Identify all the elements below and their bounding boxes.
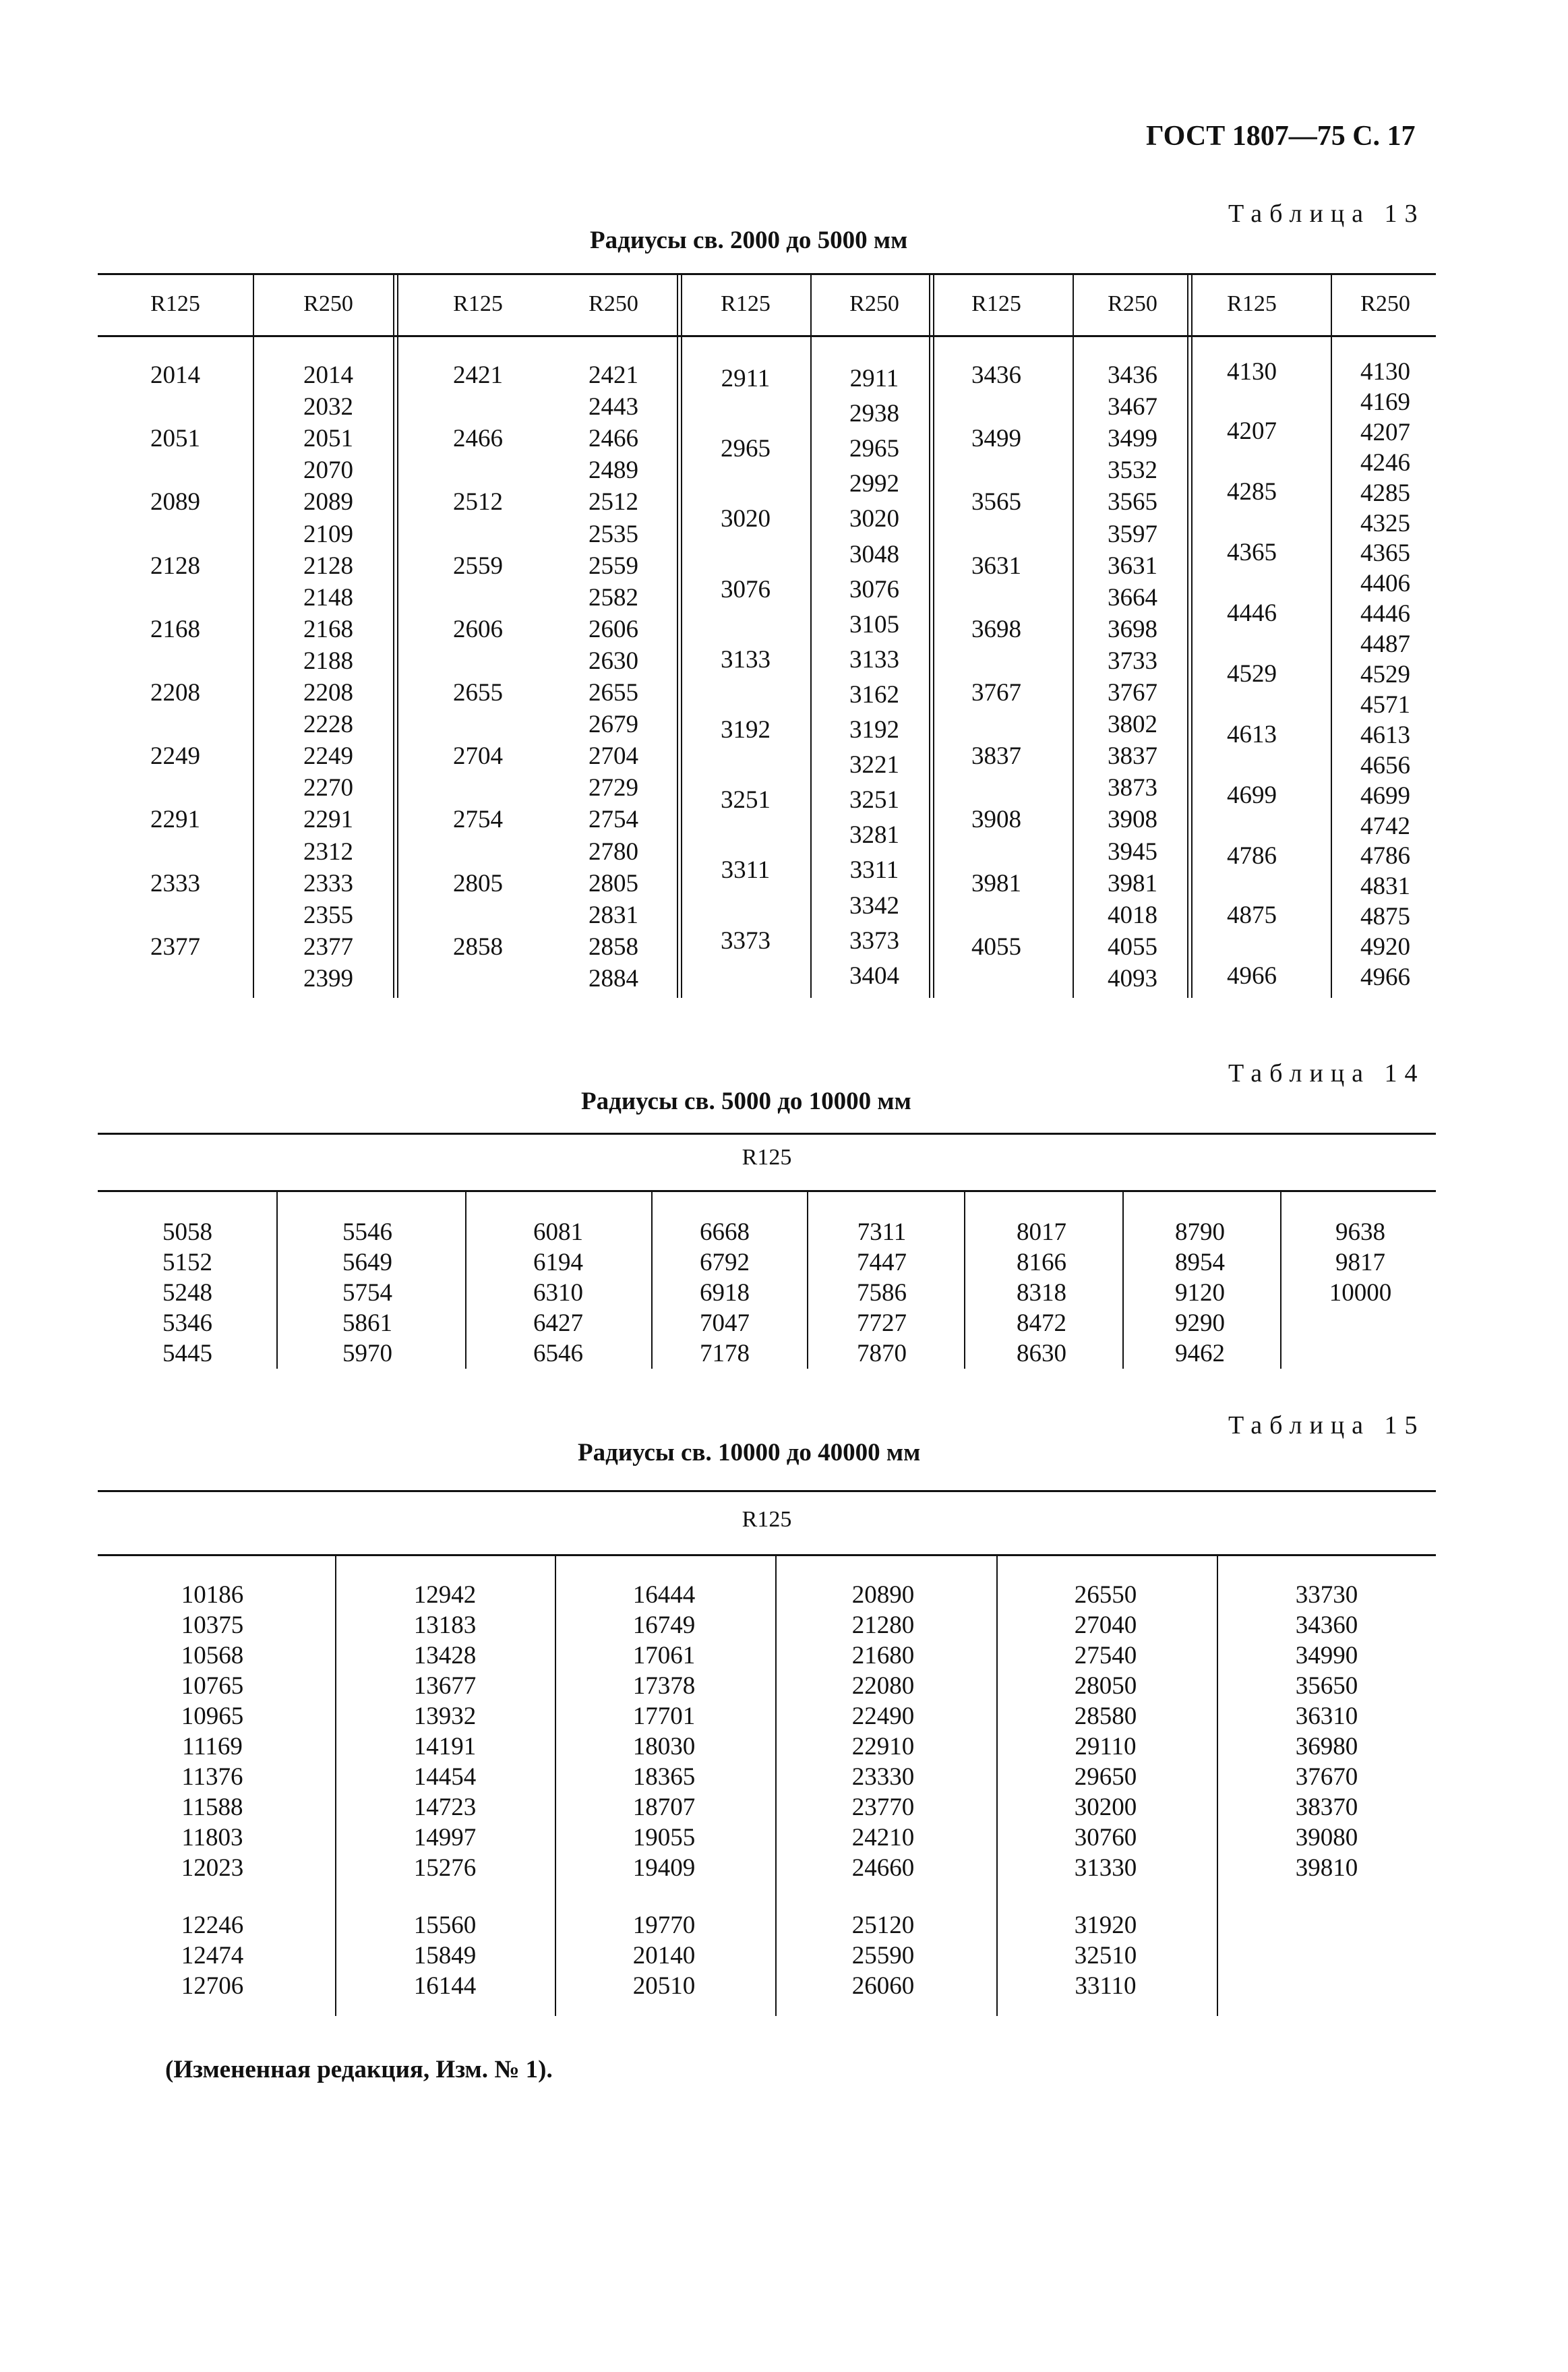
table-13-cell: 2606 <box>589 615 638 643</box>
table-15-cell: 26060 <box>851 1972 915 2000</box>
table-14-title: Радиусы св. 5000 до 10000 мм <box>581 1088 911 1115</box>
table-13-cell: 2109 <box>303 520 353 548</box>
table-14-cell: 5861 <box>342 1309 392 1337</box>
page-header: ГОСТ 1807—75 С. 17 <box>1146 121 1416 152</box>
table-13-cell: 3251 <box>849 786 899 814</box>
table-14-cell: 6918 <box>700 1279 750 1307</box>
table-15-cell: 22080 <box>851 1672 915 1700</box>
table-14-cell: 9462 <box>1175 1340 1225 1367</box>
table-13-cell: 3133 <box>721 645 771 674</box>
table-14-cell: 5152 <box>162 1249 212 1276</box>
table-13-cell: 2249 <box>303 742 353 771</box>
table-13-cell: 2377 <box>303 932 353 961</box>
table-13-cell: 2333 <box>303 869 353 897</box>
table-13-cell: 4055 <box>971 932 1021 961</box>
table-15-cell: 22490 <box>851 1702 915 1730</box>
table-13-cell: 4285 <box>1227 478 1277 506</box>
table-13-header-cell: R125 <box>971 291 1021 316</box>
table-13-cell: 2291 <box>303 806 353 834</box>
table-15-cell: 39080 <box>1295 1824 1358 1851</box>
table-14-cell: 5346 <box>162 1309 212 1337</box>
table-13-cell: 2128 <box>150 552 200 580</box>
table-13-cell: 4093 <box>1108 964 1157 992</box>
table-13-cell: 2249 <box>150 742 200 771</box>
table-13-cell: 4130 <box>1360 358 1410 386</box>
table-13-cell: 3698 <box>1108 615 1157 643</box>
table-15-cell: 10765 <box>181 1672 244 1700</box>
table-15-cell: 13932 <box>413 1702 477 1730</box>
table-15-cell: 19409 <box>632 1854 696 1882</box>
table-15-cell: 13183 <box>413 1611 477 1639</box>
table-13-cell: 4786 <box>1227 842 1277 870</box>
table-13-cell: 2014 <box>150 361 200 389</box>
table-13-cell: 4529 <box>1360 661 1410 688</box>
table-14-cell: 8318 <box>1017 1279 1066 1307</box>
table-13-cell: 3436 <box>1108 361 1157 389</box>
table-13-cell: 4406 <box>1360 570 1410 598</box>
table-13-cell: 4207 <box>1360 418 1410 446</box>
table-13-cell: 3162 <box>849 680 899 709</box>
table-15-column <box>1246 1580 1408 1883</box>
table-15-cell: 26550 <box>1074 1581 1137 1609</box>
table-14-cell: 8630 <box>1017 1340 1066 1367</box>
table-15-cell: 25120 <box>851 1911 915 1939</box>
table-13-cell: 3565 <box>971 488 1021 516</box>
table-15-cell: 14454 <box>413 1763 477 1791</box>
table-13-cell: 2965 <box>849 435 899 463</box>
table-13-cell: 2938 <box>849 400 899 428</box>
table-15-cell: 23330 <box>851 1763 915 1791</box>
table-15-cell: 16444 <box>632 1581 696 1609</box>
table-13-cell: 3020 <box>721 505 771 533</box>
table-13-title: Радиусы св. 2000 до 5000 мм <box>590 227 908 254</box>
table-13-cell: 4487 <box>1360 630 1410 659</box>
table-14-column <box>961 1217 1122 1369</box>
table-13-cell: 2421 <box>453 361 503 389</box>
table-14-cell: 6546 <box>533 1340 583 1367</box>
table-13-cell: 3631 <box>1108 552 1157 580</box>
table-13-header-cell: R125 <box>453 291 503 316</box>
table-15-cell: 10186 <box>181 1581 244 1609</box>
table-15-cell: 20140 <box>632 1942 696 1969</box>
table-15-cell: 33730 <box>1295 1581 1358 1609</box>
table-15-cell: 36980 <box>1295 1733 1358 1760</box>
table-13-cell: 3076 <box>849 575 899 603</box>
table-13-cell: 2805 <box>589 869 638 897</box>
table-13-cell: 3698 <box>971 615 1021 643</box>
table-13-cell: 2911 <box>849 365 899 392</box>
table-15-cell: 15849 <box>413 1942 477 1969</box>
table-15-cell: 37670 <box>1295 1763 1358 1791</box>
revision-note: (Измененная редакция, Изм. № 1). <box>165 2056 553 2083</box>
table-13-cell: 3373 <box>721 926 771 955</box>
table-14-cell: 5546 <box>342 1218 392 1246</box>
table-14-column <box>1119 1217 1281 1369</box>
table-13-cell: 3436 <box>971 361 1021 389</box>
table-15-cell: 18365 <box>632 1763 696 1791</box>
table-15-cell: 17061 <box>632 1642 696 1669</box>
table-13-cell: 2208 <box>303 679 353 707</box>
table-13-cell: 3105 <box>849 610 899 639</box>
table-13-cell: 3981 <box>1108 869 1157 897</box>
table-13-cell: 4966 <box>1360 963 1410 991</box>
table-15-cell: 25590 <box>851 1942 915 1969</box>
table-14-cell: 7727 <box>857 1309 907 1337</box>
table-14-cell: 7047 <box>700 1309 750 1337</box>
table-13-cell: 3467 <box>1108 393 1157 421</box>
table-13-cell: 4018 <box>1108 901 1157 929</box>
table-13-cell: 3664 <box>1108 583 1157 612</box>
table-13-cell: 2168 <box>150 615 200 643</box>
table-13-cell: 3981 <box>971 869 1021 897</box>
table-13-cell: 3499 <box>971 425 1021 453</box>
table-13-cell: 4246 <box>1360 448 1410 477</box>
table-15-cell: 24660 <box>851 1854 915 1882</box>
table-13-cell: 4613 <box>1227 721 1277 748</box>
table-15-cell: 14191 <box>413 1733 477 1760</box>
table-13-cell: 2780 <box>589 837 638 866</box>
table-13-cell: 2754 <box>589 806 638 834</box>
table-15-cell: 23770 <box>851 1793 915 1821</box>
table-13-header-cell: R250 <box>303 291 353 316</box>
table-14-cell: 7870 <box>857 1340 907 1367</box>
table-15-cell: 11803 <box>181 1824 243 1851</box>
table-13-cell: 3565 <box>1108 488 1157 516</box>
table-15-cell: 11169 <box>182 1733 243 1760</box>
table-13-cell: 2128 <box>303 552 353 580</box>
table-13-cell: 2729 <box>589 774 638 802</box>
table-14-cell: 8954 <box>1175 1249 1225 1276</box>
table-13-cell: 2965 <box>721 435 771 463</box>
table-13-cell: 3532 <box>1108 456 1157 485</box>
table-13-cell: 3311 <box>849 856 899 885</box>
table-13-cell: 3221 <box>849 751 899 779</box>
table-13-cell: 3192 <box>721 716 771 744</box>
table-15-cell: 29110 <box>1075 1733 1137 1760</box>
table-15-cell: 14723 <box>413 1793 477 1821</box>
table-15-cell: 22910 <box>851 1733 915 1760</box>
table-13-cell: 2051 <box>303 425 353 453</box>
table-13-cell: 2831 <box>589 901 638 929</box>
table-15-column <box>583 1580 745 2001</box>
table-14-cell: 5754 <box>342 1279 392 1307</box>
table-13-cell: 4325 <box>1360 509 1410 537</box>
table-13-cell: 4875 <box>1360 903 1410 931</box>
table-15-cell: 11588 <box>181 1793 243 1821</box>
table-15-cell: 18707 <box>632 1793 696 1821</box>
table-15-cell: 13428 <box>413 1642 477 1669</box>
table-15-cell: 15560 <box>413 1911 477 1939</box>
table-15-cell: 32510 <box>1074 1942 1137 1969</box>
table-14-cell: 6310 <box>533 1279 583 1307</box>
table-13-cell: 2168 <box>303 615 353 643</box>
table-15-cell: 27540 <box>1074 1642 1137 1669</box>
table-15-column <box>1025 1580 1186 2001</box>
table-15-cell: 29650 <box>1074 1763 1137 1791</box>
table-13-cell: 2466 <box>453 425 503 453</box>
table-13-cell: 2291 <box>150 806 200 834</box>
table-13-cell: 4285 <box>1360 479 1410 507</box>
table-14-cell: 9290 <box>1175 1309 1225 1337</box>
table-14-cell: 10000 <box>1329 1279 1392 1307</box>
table-13-cell: 2051 <box>150 425 200 453</box>
table-15-cell: 20510 <box>632 1972 696 2000</box>
table-15-cell: 12474 <box>181 1942 244 1969</box>
table-15-cell: 19055 <box>632 1824 696 1851</box>
table-14-cell: 5058 <box>162 1218 212 1246</box>
table-13-header-cell: R250 <box>589 291 638 316</box>
table-13-cell: 3733 <box>1108 647 1157 675</box>
table-13-cell: 4130 <box>1227 358 1277 386</box>
table-15-label: Таблица 15 <box>1228 1411 1425 1440</box>
table-15-header: R125 <box>742 1507 792 1532</box>
table-13-cell: 2655 <box>589 679 638 707</box>
table-13-cell: 2421 <box>589 361 638 389</box>
table-15-cell: 31920 <box>1074 1911 1137 1939</box>
table-13-cell: 2992 <box>849 470 899 498</box>
table-13-cell: 2754 <box>453 806 503 834</box>
table-13-cell: 3908 <box>971 806 1021 834</box>
table-14-cell: 9817 <box>1335 1249 1385 1276</box>
table-13-cell: 2655 <box>453 679 503 707</box>
table-13-cell: 2399 <box>303 964 353 992</box>
table-14-cell: 8790 <box>1175 1218 1225 1246</box>
table-15-cell: 27040 <box>1074 1611 1137 1639</box>
table-13-cell: 4446 <box>1227 599 1277 627</box>
table-15-column <box>364 1580 526 2001</box>
table-13-header-cell: R125 <box>150 291 200 316</box>
table-14-cell: 5649 <box>342 1249 392 1276</box>
table-15-cell: 35650 <box>1295 1672 1358 1700</box>
table-15-cell: 34360 <box>1295 1611 1358 1639</box>
table-13-cell: 2333 <box>150 869 200 897</box>
table-14-column <box>107 1217 268 1369</box>
table-14-cell: 5248 <box>162 1279 212 1307</box>
table-15-cell: 21280 <box>851 1611 915 1639</box>
table-13-cell: 2704 <box>589 742 638 771</box>
table-13-cell: 4786 <box>1360 842 1410 870</box>
table-15-cell: 19770 <box>632 1911 696 1939</box>
table-13-cell: 4656 <box>1360 751 1410 779</box>
table-13-cell: 4207 <box>1227 417 1277 445</box>
table-14-cell: 6427 <box>533 1309 583 1337</box>
table-13-cell: 2070 <box>303 456 353 485</box>
table-15-cell: 11376 <box>181 1763 243 1791</box>
table-13-cell: 4055 <box>1108 932 1157 961</box>
table-14-cell: 6668 <box>700 1218 750 1246</box>
table-13-cell: 3020 <box>849 505 899 533</box>
table-13-cell: 2377 <box>150 932 200 961</box>
table-13-cell: 2704 <box>453 742 503 771</box>
table-15-cell: 30760 <box>1074 1824 1137 1851</box>
table-13-cell: 2805 <box>453 869 503 897</box>
table-13-cell: 4613 <box>1360 721 1410 749</box>
table-15-cell: 28050 <box>1074 1672 1137 1700</box>
table-13-cell: 4699 <box>1227 781 1277 809</box>
table-13-cell: 3631 <box>971 552 1021 580</box>
table-13-cell: 2911 <box>721 365 771 392</box>
table-15-cell: 38370 <box>1295 1793 1358 1821</box>
table-13-cell: 2355 <box>303 901 353 929</box>
table-15-cell: 10568 <box>181 1642 244 1669</box>
table-15-cell: 20890 <box>851 1581 915 1609</box>
table-13-header-cell: R125 <box>721 291 771 316</box>
table-13-cell: 3767 <box>1108 679 1157 707</box>
table-15-cell: 17701 <box>632 1702 696 1730</box>
table-13-cell: 2559 <box>589 552 638 580</box>
table-13-cell: 2270 <box>303 774 353 802</box>
table-13-cell: 2466 <box>589 425 638 453</box>
table-15-title: Радиусы св. 10000 до 40000 мм <box>578 1439 921 1466</box>
table-14-column <box>477 1217 639 1369</box>
table-14-column <box>801 1217 963 1369</box>
table-15-cell: 30200 <box>1074 1793 1137 1821</box>
table-14-cell: 9638 <box>1335 1218 1385 1246</box>
table-14-cell: 7311 <box>857 1218 907 1246</box>
table-14-column <box>1279 1217 1441 1308</box>
table-13-cell: 2535 <box>589 520 638 548</box>
table-13-cell: 2312 <box>303 837 353 866</box>
table-15-cell: 17378 <box>632 1672 696 1700</box>
table-13-cell: 3404 <box>849 961 899 990</box>
table-14-column <box>644 1217 806 1369</box>
table-13-cell: 3048 <box>849 540 899 568</box>
table-13-cell: 4699 <box>1360 781 1410 810</box>
table-14-cell: 8472 <box>1017 1309 1066 1337</box>
table-15-cell: 15276 <box>413 1854 477 1882</box>
table-13-cell: 3837 <box>971 742 1021 771</box>
table-13-cell: 2858 <box>453 932 503 961</box>
table-13-header-cell: R250 <box>1360 291 1410 316</box>
table-13-cell: 4529 <box>1227 660 1277 688</box>
table-15-cell: 13677 <box>413 1672 477 1700</box>
table-13-cell: 2148 <box>303 583 353 612</box>
table-13-cell: 2630 <box>589 647 638 675</box>
table-15-cell: 16749 <box>632 1611 696 1639</box>
table-14-cell: 9120 <box>1175 1279 1225 1307</box>
table-13-cell: 4920 <box>1360 933 1410 961</box>
table-15-cell: 21680 <box>851 1642 915 1669</box>
table-13-cell: 3499 <box>1108 425 1157 453</box>
table-13-cell: 3342 <box>849 891 899 920</box>
table-14-cell: 8166 <box>1017 1249 1066 1276</box>
table-13-cell: 3251 <box>721 786 771 814</box>
table-15-cell: 36310 <box>1295 1702 1358 1730</box>
table-13-cell: 3837 <box>1108 742 1157 771</box>
table-15-column <box>131 1580 293 2001</box>
table-15-cell: 10375 <box>181 1611 244 1639</box>
table-13-cell: 3281 <box>849 821 899 850</box>
table-13-cell: 2208 <box>150 679 200 707</box>
table-15-cell: 14997 <box>413 1824 477 1851</box>
table-13-cell: 4365 <box>1227 539 1277 566</box>
table-14-header: R125 <box>742 1145 792 1170</box>
table-13-cell: 2858 <box>589 932 638 961</box>
table-14-cell: 8017 <box>1017 1218 1066 1246</box>
table-14-cell: 6792 <box>700 1249 750 1276</box>
table-13-cell: 3597 <box>1108 520 1157 548</box>
table-13-cell: 3908 <box>1108 806 1157 834</box>
table-13-cell: 3133 <box>849 645 899 674</box>
table-14-cell: 5970 <box>342 1340 392 1367</box>
table-15-cell: 18030 <box>632 1733 696 1760</box>
table-14-cell: 7447 <box>857 1249 907 1276</box>
table-14-cell: 7178 <box>700 1340 750 1367</box>
table-15-cell: 12023 <box>181 1854 244 1882</box>
table-14-label: Таблица 14 <box>1228 1059 1425 1088</box>
table-15-cell: 12246 <box>181 1911 244 1939</box>
table-13-cell: 2014 <box>303 361 353 389</box>
table-13-cell: 2443 <box>589 393 638 421</box>
table-13-cell: 2228 <box>303 711 353 739</box>
table-13-cell: 4446 <box>1360 600 1410 628</box>
table-14-cell: 6194 <box>533 1249 583 1276</box>
table-13-cell: 2512 <box>453 488 503 516</box>
table-13-cell: 2032 <box>303 393 353 421</box>
table-13-cell: 4365 <box>1360 539 1410 568</box>
table-13-cell: 3373 <box>849 926 899 955</box>
table-13-cell: 2582 <box>589 583 638 612</box>
table-13-cell: 3873 <box>1108 774 1157 802</box>
table-13-cell: 2489 <box>589 456 638 485</box>
table-13-cell: 2559 <box>453 552 503 580</box>
table-13-header-cell: R125 <box>1227 291 1277 316</box>
table-15-cell: 33110 <box>1075 1972 1137 2000</box>
table-13-cell: 3767 <box>971 679 1021 707</box>
table-13-header-cell: R250 <box>1108 291 1157 316</box>
table-15-cell: 34990 <box>1295 1642 1358 1669</box>
table-15-cell: 10965 <box>181 1702 244 1730</box>
table-13-label: Таблица 13 <box>1228 200 1425 228</box>
table-13-header-cell: R250 <box>849 291 899 316</box>
table-13-cell: 2188 <box>303 647 353 675</box>
table-15-column <box>802 1580 964 2001</box>
table-13-cell: 4742 <box>1360 812 1410 840</box>
table-14-cell: 5445 <box>162 1340 212 1367</box>
table-13-cell: 2884 <box>589 964 638 992</box>
table-15-cell: 12942 <box>413 1581 477 1609</box>
table-14-cell: 7586 <box>857 1279 907 1307</box>
table-13-cell: 4571 <box>1360 690 1410 719</box>
table-13-cell: 4966 <box>1227 962 1277 990</box>
table-13-cell: 2679 <box>589 711 638 739</box>
table-13-cell: 2089 <box>150 488 200 516</box>
table-13-cell: 3802 <box>1108 711 1157 739</box>
table-13-cell: 2089 <box>303 488 353 516</box>
table-13-cell: 3945 <box>1108 837 1157 866</box>
table-13-cell: 4831 <box>1360 872 1410 901</box>
table-15-cell: 39810 <box>1295 1854 1358 1882</box>
table-13-cell: 3311 <box>721 856 771 885</box>
table-13-cell: 3076 <box>721 575 771 603</box>
table-13-cell: 2512 <box>589 488 638 516</box>
table-13-cell: 4169 <box>1360 388 1410 416</box>
table-15-cell: 31330 <box>1074 1854 1137 1882</box>
table-15-cell: 12706 <box>181 1972 244 2000</box>
table-15-cell: 24210 <box>851 1824 915 1851</box>
table-14-cell: 6081 <box>533 1218 583 1246</box>
table-13-cell: 4875 <box>1227 901 1277 929</box>
table-13-cell: 2606 <box>453 615 503 643</box>
table-15-cell: 28580 <box>1074 1702 1137 1730</box>
table-14-column <box>287 1217 448 1369</box>
table-13-cell: 3192 <box>849 716 899 744</box>
table-15-cell: 16144 <box>413 1972 477 2000</box>
